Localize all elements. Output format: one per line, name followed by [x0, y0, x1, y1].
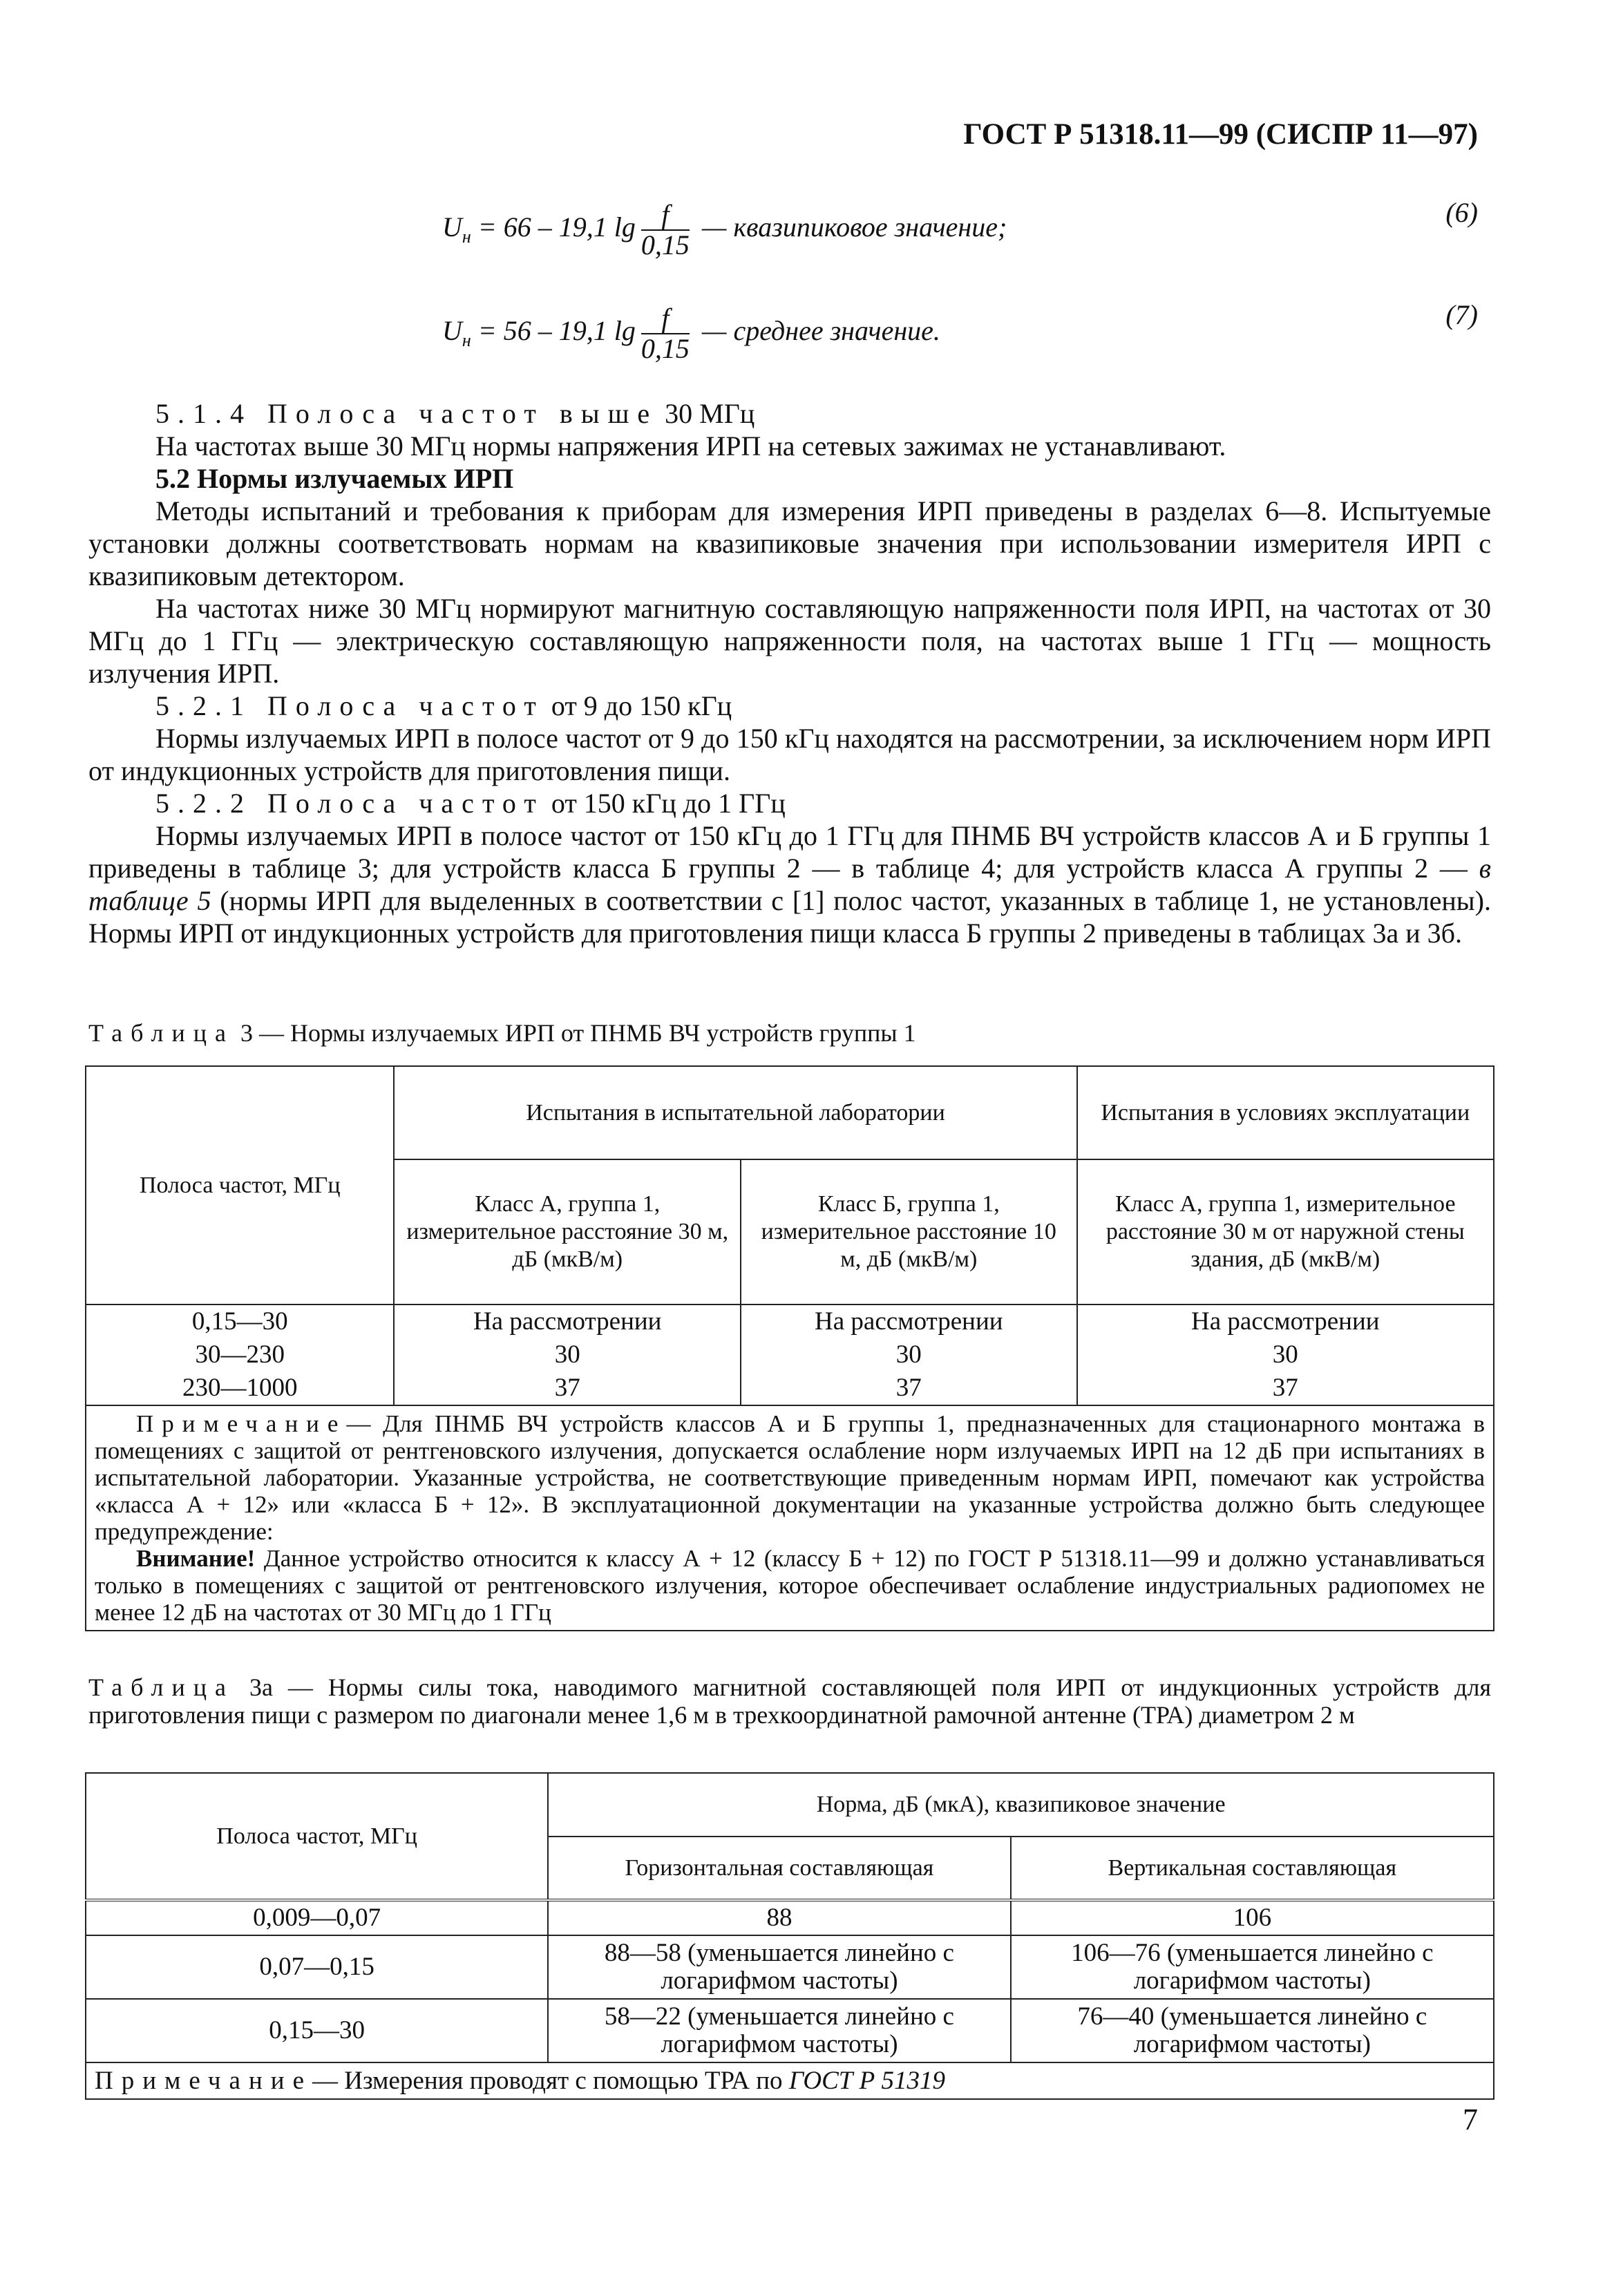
table-3-caption-text: 3 — Нормы излучаемых ИРП от ПНМБ ВЧ устройств группы 1 [240, 1019, 916, 1047]
equation-number-7: (7) [1445, 299, 1478, 330]
table-3a-cell-horizontal: 88—58 (уменьшается линейно с логарифмом частоты) [548, 1935, 1010, 1999]
table-3a-cell-band: 0,15—30 [86, 1999, 548, 2062]
table-3a-cell-vertical: 106—76 (уменьшается линейно с логарифмом частоты) [1011, 1935, 1494, 1999]
table-3-header-lab: Испытания в испытательной лаборатории [394, 1066, 1076, 1159]
table-3a [85, 1772, 1494, 2100]
formula-7-numerator: f [641, 304, 690, 334]
formula-6 [442, 200, 1007, 260]
section-5-1-4-title [88, 397, 1491, 430]
table-3a-cell-vertical: 76—40 (уменьшается линейно с логарифмом частоты) [1011, 1999, 1494, 2062]
table-3-warning-label: Внимание! [136, 1545, 256, 1572]
table-3-cell-a: 37 [394, 1372, 741, 1405]
table-3-cell-a: 30 [394, 1338, 741, 1372]
table-3-header-field: Испытания в условиях эксплуатации [1077, 1066, 1494, 1159]
table-row [86, 1935, 1494, 1999]
table-3-note [86, 1405, 1494, 1631]
section-5-2-2-text [88, 819, 1491, 949]
table-3-note-body [95, 1410, 1485, 1545]
table-3a-header-norm: Норма, дБ (мкА), квазипиковое значение [548, 1773, 1494, 1837]
formula-6-rhs: = 66 – 19,1 lg [477, 211, 636, 243]
table-3a-note-reference: ГОСТ Р 51319 [788, 2067, 945, 2095]
table-3a-header-band: Полоса частот, МГц [86, 1773, 548, 1900]
table-3-cell-b: На рассмотрении [741, 1304, 1077, 1338]
section-5-2-paragraph-2: На частотах ниже 30 МГц нормируют магнитную составляющую напряженности поля ИРП, на частотах от 30 МГц до 1 ГГц — электрическую составляющую напряженности поля, на частотах выше 1 ГГц — мощность излучения ИРП. [88, 593, 1491, 689]
table-3a-caption-label: Таблица [88, 1673, 234, 1701]
table-3-cell-a: На рассмотрении [394, 1304, 741, 1338]
table-3-cell-c: 30 [1077, 1338, 1494, 1372]
section-5-2-2-text-italic: в таблице 5 [88, 853, 1492, 916]
table-3a-caption [88, 1673, 1491, 1729]
table-3a-cell-band: 0,009—0,07 [86, 1900, 548, 1935]
table-3-cell-band: 30—230 [86, 1338, 394, 1372]
table-3a-cell-horizontal: 88 [548, 1900, 1010, 1935]
formula-6-sub: н [462, 227, 471, 247]
table-3-caption-label: Таблица [88, 1019, 234, 1047]
table-3-warning-text: Данное устройство относится к классу А + 12 (классу Б + 12) по ГОСТ Р 51318.11—99 и должно устанавливаться только в помещениях с защитой от рентгеновского излучения, которое обеспечивает ослабление индустриальных радиопомех не менее 12 дБ на частотах от 30 МГц до 1 ГГц [95, 1545, 1486, 1626]
table-row [86, 1900, 1494, 1935]
section-5-2-2-title [88, 787, 1491, 819]
table-3-warning [95, 1545, 1485, 1626]
body-text [88, 397, 1491, 949]
table-3a-cell-vertical: 106 [1011, 1900, 1494, 1935]
section-5-2-1-text: Нормы излучаемых ИРП в полосе частот от 9 до 150 кГц находятся на рассмотрении, за исключением норм ИРП от индукционных устройств для приготовления пищи. [88, 723, 1491, 786]
formula-7-denominator: 0,15 [640, 333, 690, 364]
table-3-note-label: Примечание [136, 1410, 347, 1437]
formula-7-sub: н [462, 330, 471, 351]
table-3-cell-b: 30 [741, 1338, 1077, 1372]
table-3-cell-c: На рассмотрении [1077, 1304, 1494, 1338]
table-row [86, 1999, 1494, 2062]
section-5-2-2-title-rest: от 150 кГц до 1 ГГц [551, 788, 786, 819]
table-3-cell-b: 37 [741, 1372, 1077, 1405]
equation-number-6: (6) [1445, 197, 1478, 228]
table-row [86, 1372, 1494, 1405]
formula-7-lhs: U [442, 315, 462, 347]
formula-6-fraction [641, 200, 690, 260]
page-number: 7 [1463, 2103, 1478, 2136]
table-3a-header-vertical: Вертикальная составляющая [1011, 1837, 1494, 1900]
table-3-cell-band: 230—1000 [86, 1372, 394, 1405]
table-3-header-class-a-field: Класс А, группа 1, измерительное расстояние 30 м от наружной стены здания, дБ (мкВ/м) [1077, 1159, 1494, 1304]
formula-7-fraction [641, 304, 690, 363]
section-5-2-2-text-b: (нормы ИРП для выделенных в соответствии с [1] полос частот, указанных в таблице 1, не установлены). Нормы ИРП от индукционных устройств для приготовления пищи класса Б группы 2 приведены в таблицах 3а и 3б. [88, 885, 1491, 949]
table-3a-caption-text: 3а — Нормы силы тока, наводимого магнитной составляющей поля ИРП от индукционных устройств для приготовления пищи с размером по диагонали менее 1,6 м в трехкоординатной рамочной антенне (ТРА) диаметром 2 м [88, 1673, 1492, 1729]
section-5-2-1-title-spaced: 5.2.1 Полоса частот [155, 690, 544, 721]
section-5-1-4-text: На частотах выше 30 МГц нормы напряжения ИРП на сетевых зажимах не устанавливают. [155, 430, 1226, 462]
section-5-1-4-title-rest: 30 МГц [665, 398, 755, 429]
table-3a-note-label: Примечание [95, 2067, 312, 2095]
section-5-2-2-title-spaced: 5.2.2 Полоса частот [155, 788, 544, 819]
table-3a-header-horizontal: Горизонтальная составляющая [548, 1837, 1010, 1900]
table-3-header-class-b: Класс Б, группа 1, измерительное расстояние 10 м, дБ (мкВ/м) [741, 1159, 1077, 1304]
formula-6-numerator: f [641, 200, 690, 231]
section-5-2-1-title [88, 690, 1491, 722]
table-3-caption [88, 1019, 1491, 1047]
table-3-cell-c: 37 [1077, 1372, 1494, 1405]
section-5-2-2-text-a: Нормы излучаемых ИРП в полосе частот от 150 кГц до 1 ГГц для ПНМБ ВЧ устройств классов А и Б группы 1 приведены в таблице 3; для устройств класса Б группы 2 — в таблице 4; для устройств класса А группы 2 — [88, 820, 1491, 884]
formula-7-desc: — среднее значение. [701, 315, 940, 347]
formula-7 [442, 304, 940, 363]
table-3a-cell-band: 0,07—0,15 [86, 1935, 548, 1999]
formula-6-desc: — квазипиковое значение; [701, 211, 1007, 243]
table-3-header-band: Полоса частот, МГц [86, 1066, 394, 1304]
formula-6-denominator: 0,15 [640, 229, 690, 260]
table-3a-note-text: — Измерения проводят с помощью ТРА по [312, 2067, 783, 2095]
formula-6-lhs: U [442, 211, 462, 243]
formula-7-rhs: = 56 – 19,1 lg [477, 315, 636, 347]
table-3-cell-band: 0,15—30 [86, 1304, 394, 1338]
section-5-1-4-title-spaced: 5.1.4 Полоса частот выше [155, 398, 658, 429]
document-header: ГОСТ Р 51318.11—99 (СИСПР 11—97) [963, 118, 1478, 151]
table-3-header-class-a: Класс А, группа 1, измерительное расстояние 30 м, дБ (мкВ/м) [394, 1159, 741, 1304]
table-3 [85, 1065, 1494, 1631]
section-5-2-1-title-rest: от 9 до 150 кГц [551, 690, 732, 721]
table-3-note-text: — Для ПНМБ ВЧ устройств классов А и Б группы 1, предназначенных для стационарного монтажа в помещениях с защитой от рентгеновского излучения, допускается ослабление норм излучаемых ИРП на 12 дБ при испытаниях в испытательной лаборатории. Указанные устройства, не соответствующие приведенным нормам ИРП, помечают как устройства «класса А + 12» или «класса Б + 12». В эксплуатационной документации на указанные устройства должно быть следующее предупреждение: [95, 1410, 1485, 1545]
section-5-2-title: 5.2 Нормы излучаемых ИРП [155, 463, 514, 494]
table-3a-note [86, 2062, 1494, 2099]
table-row [86, 1304, 1494, 1338]
table-row [86, 1338, 1494, 1372]
section-5-2-paragraph-1: Методы испытаний и требования к приборам для измерения ИРП приведены в разделах 6—8. Испытуемые установки должны соответствовать нормам на квазипиковые значения при использовании измерителя ИРП с квазипиковым детектором. [88, 495, 1491, 591]
table-3a-cell-horizontal: 58—22 (уменьшается линейно с логарифмом частоты) [548, 1999, 1010, 2062]
